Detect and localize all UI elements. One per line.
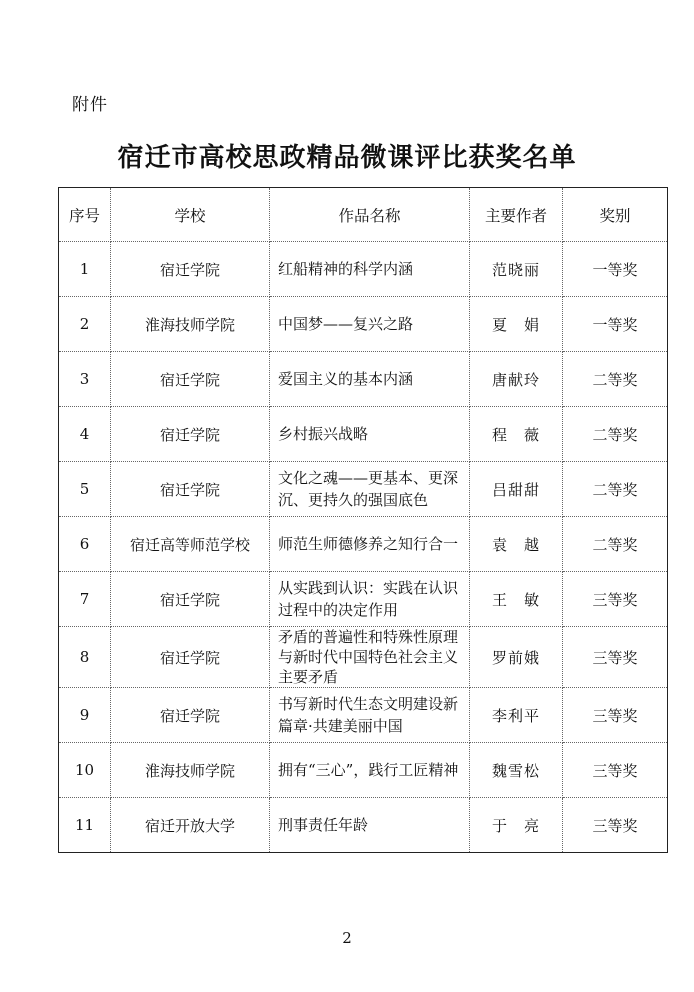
header-award: 奖别: [563, 188, 668, 242]
row-num: 4: [59, 407, 111, 462]
page-title: 宿迁市高校思政精品微课评比获奖名单: [117, 143, 577, 173]
row-award: 一等奖: [563, 297, 668, 352]
row-num: 7: [59, 572, 111, 627]
row-author: 于 亮: [470, 798, 563, 853]
row-num: 9: [59, 688, 111, 743]
table-row: [59, 242, 668, 297]
header-work: 作品名称: [270, 188, 470, 242]
row-school: 淮海技师学院: [111, 743, 270, 798]
row-school: 宿迁学院: [111, 688, 270, 743]
row-author: 范晓丽: [470, 242, 563, 297]
row-award: 三等奖: [563, 743, 668, 798]
row-num: 11: [59, 798, 111, 853]
row-work: 书写新时代生态文明建设新篇章·共建美丽中国: [270, 688, 470, 743]
header-num: 序号: [59, 188, 111, 242]
row-num: 2: [59, 297, 111, 352]
row-author: 袁 越: [470, 517, 563, 572]
row-author: 程 薇: [470, 407, 563, 462]
row-award: 二等奖: [563, 517, 668, 572]
row-num: 5: [59, 462, 111, 517]
row-award: 一等奖: [563, 242, 668, 297]
row-award: 三等奖: [563, 798, 668, 853]
header-school: 学校: [111, 188, 270, 242]
row-work: 从实践到认识：实践在认识过程中的决定作用: [270, 572, 470, 627]
row-award: 三等奖: [563, 688, 668, 743]
row-num: 3: [59, 352, 111, 407]
row-work: 师范生师德修养之知行合一: [270, 517, 470, 572]
table-row: [59, 627, 668, 688]
row-work: 爱国主义的基本内涵: [270, 352, 470, 407]
row-school: 宿迁学院: [111, 242, 270, 297]
row-author: 李利平: [470, 688, 563, 743]
row-school: 宿迁开放大学: [111, 798, 270, 853]
table-header-row: [59, 188, 668, 242]
row-num: 6: [59, 517, 111, 572]
row-award: 三等奖: [563, 627, 668, 688]
row-work: 刑事责任年龄: [270, 798, 470, 853]
table-row: [59, 517, 668, 572]
table-row: [59, 297, 668, 352]
row-school: 宿迁学院: [111, 572, 270, 627]
row-author: 罗前娥: [470, 627, 563, 688]
row-school: 宿迁学院: [111, 627, 270, 688]
table-row: [59, 688, 668, 743]
table-row: [59, 352, 668, 407]
row-work: 中国梦——复兴之路: [270, 297, 470, 352]
page-number: 2: [342, 929, 352, 947]
row-author: 唐献玲: [470, 352, 563, 407]
row-school: 宿迁高等师范学校: [111, 517, 270, 572]
row-award: 二等奖: [563, 352, 668, 407]
row-work: 文化之魂——更基本、更深沉、更持久的强国底色: [270, 462, 470, 517]
row-author: 王 敏: [470, 572, 563, 627]
row-award: 二等奖: [563, 462, 668, 517]
table-row: [59, 407, 668, 462]
header-author: 主要作者: [470, 188, 563, 242]
row-num: 1: [59, 242, 111, 297]
row-author: 魏雪松: [470, 743, 563, 798]
table-row: [59, 572, 668, 627]
row-num: 10: [59, 743, 111, 798]
row-award: 二等奖: [563, 407, 668, 462]
row-school: 宿迁学院: [111, 352, 270, 407]
table-row: [59, 798, 668, 853]
row-num: 8: [59, 627, 111, 688]
row-award: 三等奖: [563, 572, 668, 627]
row-school: 宿迁学院: [111, 407, 270, 462]
row-school: 淮海技师学院: [111, 297, 270, 352]
awards-table: [58, 187, 668, 853]
row-work: 矛盾的普遍性和特殊性原理与新时代中国特色社会主义主要矛盾: [270, 627, 470, 688]
row-author: 夏 娟: [470, 297, 563, 352]
row-author: 吕甜甜: [470, 462, 563, 517]
table-row: [59, 462, 668, 517]
row-work: 乡村振兴战略: [270, 407, 470, 462]
row-work: 拥有“三心”，践行工匠精神: [270, 743, 470, 798]
attachment-label: 附件: [72, 95, 108, 115]
table-row: [59, 743, 668, 798]
row-school: 宿迁学院: [111, 462, 270, 517]
row-work: 红船精神的科学内涵: [270, 242, 470, 297]
